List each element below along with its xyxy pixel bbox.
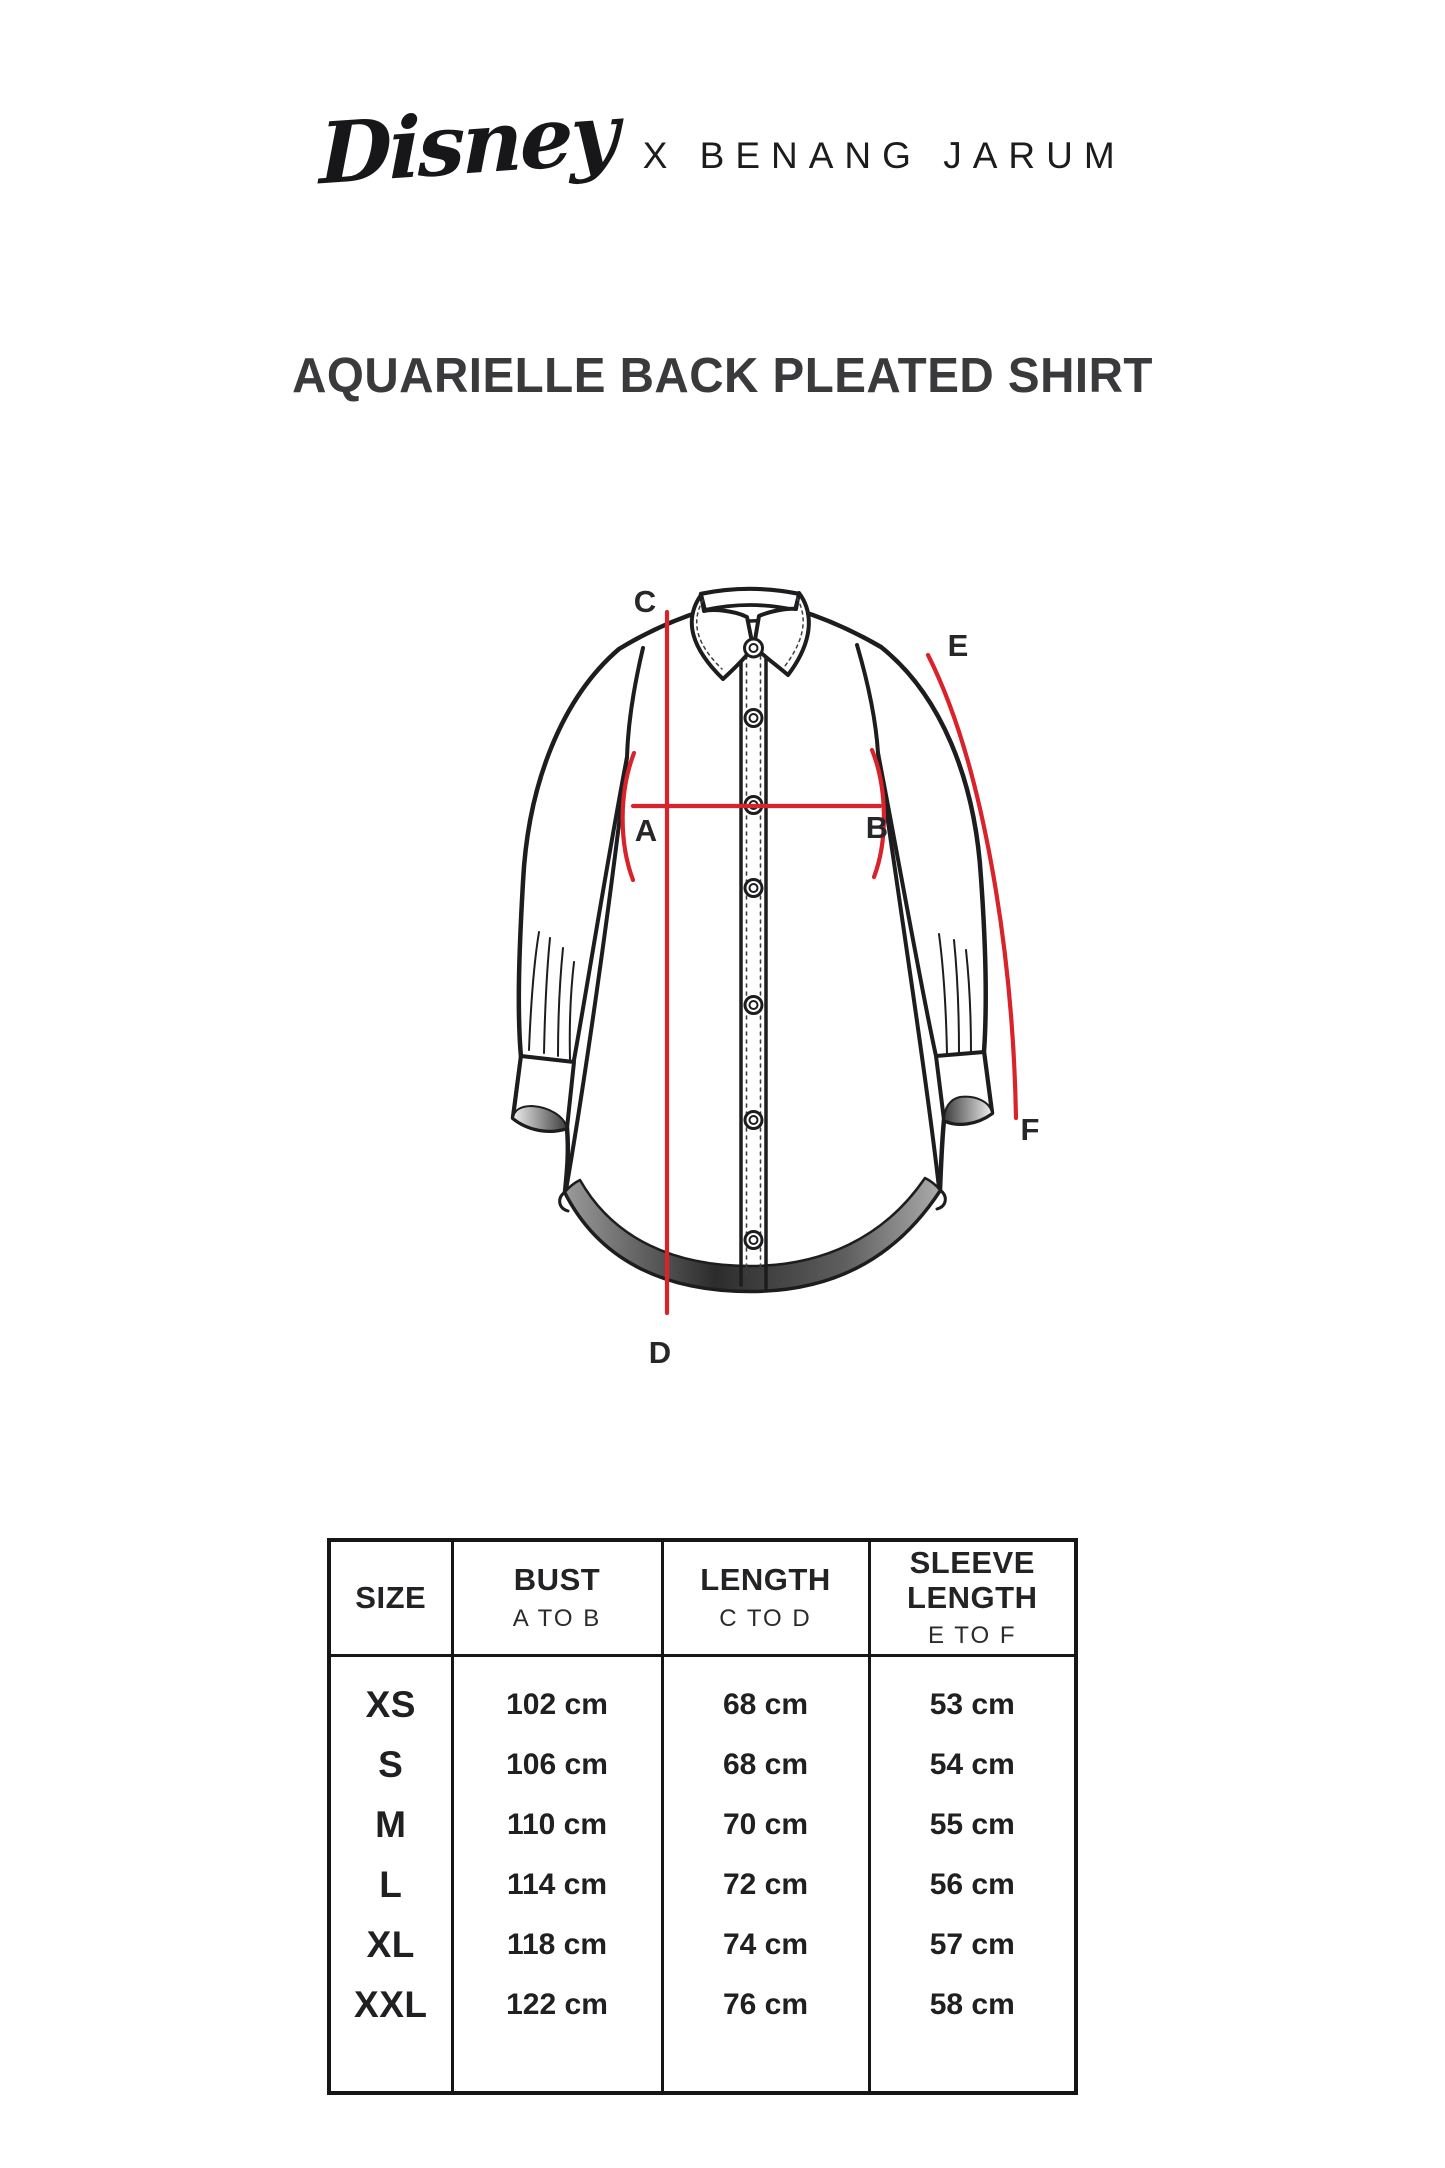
size-label: S xyxy=(378,1744,404,1785)
length-value: 68 cm xyxy=(662,1656,869,1736)
label-d: D xyxy=(648,1335,672,1370)
bust-value: 102 cm xyxy=(452,1656,662,1736)
shirt-outline xyxy=(513,589,992,1291)
label-e: E xyxy=(947,628,969,663)
size-label: M xyxy=(375,1804,407,1845)
bust-value: 106 cm xyxy=(452,1735,662,1795)
sleeve-value: 56 cm xyxy=(869,1855,1076,1915)
column-header-bust: BUST A TO B xyxy=(452,1540,662,1656)
label-a: A xyxy=(634,813,658,848)
column-header-size: SIZE xyxy=(329,1540,452,1656)
length-value: 76 cm xyxy=(662,1975,869,2035)
sleeve-value: 54 cm xyxy=(869,1735,1076,1795)
bust-value: 110 cm xyxy=(452,1795,662,1855)
column-header-length: LENGTH C TO D xyxy=(662,1540,869,1656)
size-label: XS xyxy=(365,1684,416,1725)
size-label: XL xyxy=(366,1924,415,1965)
collab-brand-text: X BENANG JARUM xyxy=(642,135,1126,176)
table-spacer-row xyxy=(329,2035,1076,2093)
table-row xyxy=(329,1795,1076,1855)
label-f: F xyxy=(1020,1112,1040,1147)
table-row xyxy=(329,1975,1076,2035)
table-row xyxy=(329,1855,1076,1915)
size-chart-header-row xyxy=(329,1540,1076,1656)
column-header-sleeve-length: SLEEVE LENGTH E TO F xyxy=(869,1540,1076,1656)
page-title: AQUARIELLE BACK PLEATED SHIRT xyxy=(292,349,1153,403)
sleeve-value: 58 cm xyxy=(869,1975,1076,2035)
sleeve-value: 53 cm xyxy=(869,1656,1076,1736)
sleeve-value: 57 cm xyxy=(869,1915,1076,1975)
table-row xyxy=(329,1656,1076,1736)
size-label: XXL xyxy=(354,1984,428,2025)
length-value: 70 cm xyxy=(662,1795,869,1855)
bust-value: 122 cm xyxy=(452,1975,662,2035)
disney-wordmark: Disney xyxy=(319,83,617,204)
sleeve-value: 55 cm xyxy=(869,1795,1076,1855)
bust-value: 118 cm xyxy=(452,1915,662,1975)
table-row xyxy=(329,1915,1076,1975)
label-b: B xyxy=(865,810,889,845)
size-chart xyxy=(327,1538,1078,2095)
length-value: 68 cm xyxy=(662,1735,869,1795)
bust-value: 114 cm xyxy=(452,1855,662,1915)
table-row xyxy=(329,1735,1076,1795)
label-c: C xyxy=(633,584,657,619)
length-value: 74 cm xyxy=(662,1915,869,1975)
size-label: L xyxy=(379,1864,403,1905)
length-value: 72 cm xyxy=(662,1855,869,1915)
